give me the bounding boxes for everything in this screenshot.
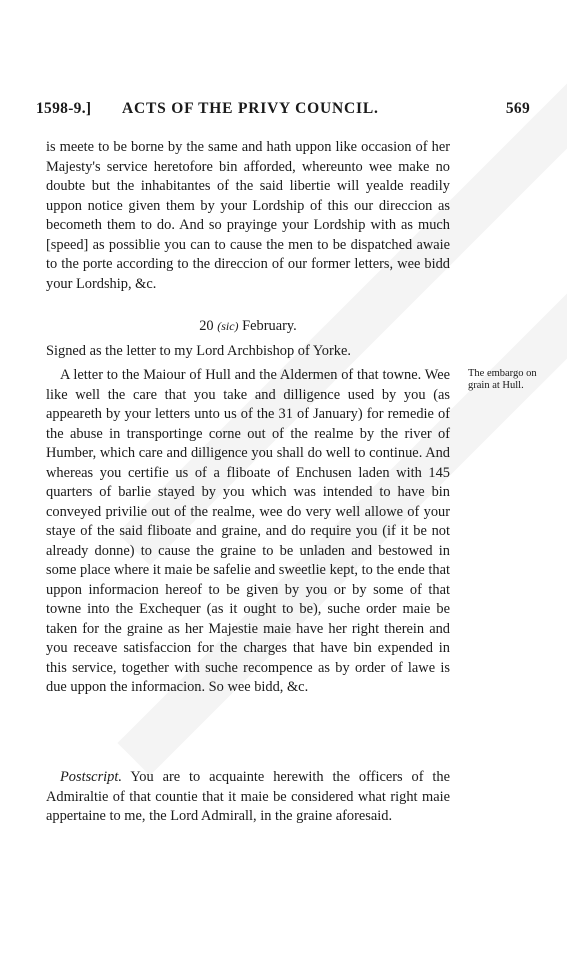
page-number: 569 bbox=[505, 100, 530, 117]
header-title: ACTS OF THE PRIVY COUNCIL. bbox=[122, 100, 379, 117]
signed-text: Signed as the letter to my Lord Archbishop of Yorke. bbox=[46, 343, 351, 359]
postscript-text: You are to acquainte herewith the officers of the Admiraltie of that countie that it maie be considered what right maie appertaine to me, the Lord Admirall, in the graine aforesaid. bbox=[46, 769, 450, 824]
postscript-label: Postscript. bbox=[60, 769, 122, 785]
date-day: 20 bbox=[199, 318, 214, 334]
entry-date bbox=[46, 318, 450, 335]
margin-note: The embargo on grain at Hull. bbox=[468, 368, 537, 391]
date-sic: (sic) bbox=[217, 319, 239, 333]
postscript-paragraph bbox=[46, 768, 450, 827]
signed-line bbox=[46, 342, 450, 362]
letter-text: A letter to the Maiour of Hull and the Aldermen of that towne. Wee like well the care that you take and dilligence used by you (as appeareth by your letters unto us of the 31 of January) for remedie of the abuse in transportinge corne out of the realme by the river of Humber, which care and dilligence you shall do well to continue. And whereas you certifie us of a fliboate of Enchusen laden with 145 quarters of barlie stayed by you which was intended to have bin conveyed privilie out of the realme, wee do very well allowe of your staye of the said fliboate and graine, and do require you (if it be not already donne) to cause the graine to be unladen and bestowed in some place where it maie be safelie and sweetlie kept, to the ende that uppon informacion hereof to be given by you or by some of that towne into the Exchequer (as it ought to be), suche order maie be taken for the graine as her Majestie maie have her right therein and you receave satisfaccion for the charges that have bin expended in this service, together with suche recompence as by order of lawe is due uppon the informacion. So wee bidd, &c. bbox=[46, 367, 450, 695]
paragraph-text: is meete to be borne by the same and hath uppon like occasion of her Majesty's service heretofore bin afforded, whereunto wee make no doubte but the inhabitantes of the said libertie will yealde readily uppon notice given them by your Lordship of this our direccion as becometh them to do. And so prayinge your Lordship with as much [speed] as possiblie you can to cause the men to be dispatched awaie to the porte according to the direccion of our former letters, wee bidd your Lordship, &c. bbox=[46, 139, 450, 292]
paragraph-continued bbox=[46, 138, 450, 294]
running-header bbox=[36, 100, 530, 122]
postscript-body bbox=[46, 768, 450, 827]
header-year: 1598-9.] bbox=[36, 100, 92, 117]
letter-paragraph bbox=[46, 366, 450, 698]
date-month: February. bbox=[242, 318, 297, 334]
